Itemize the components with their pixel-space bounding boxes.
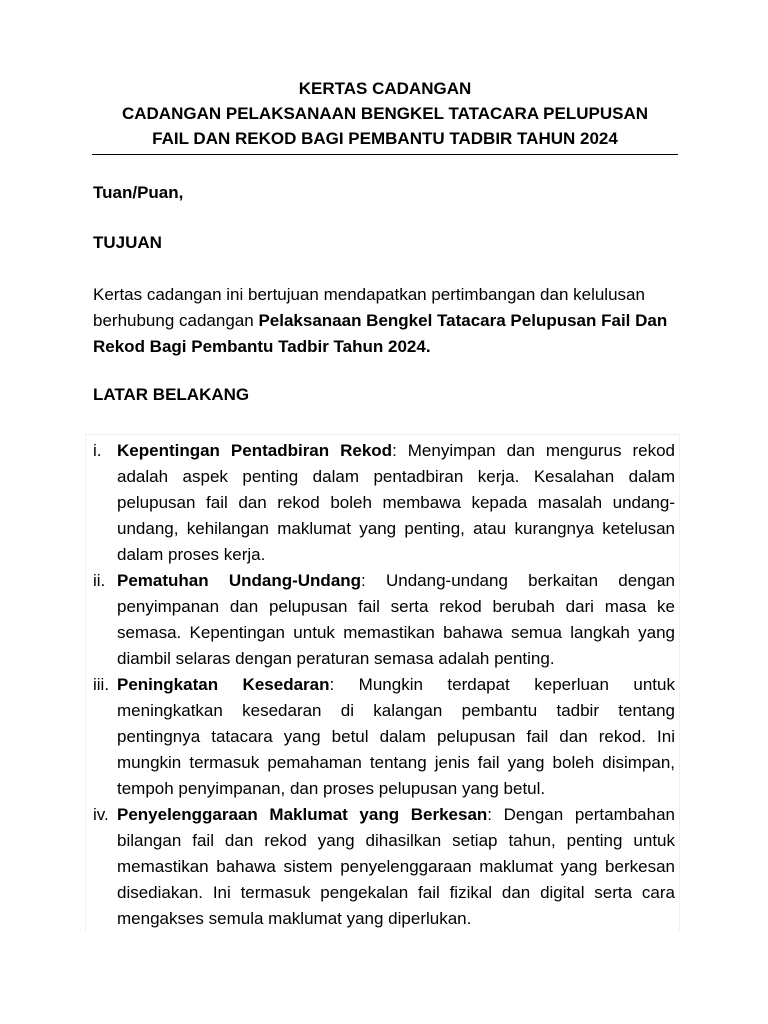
list-item-number: ii. — [93, 571, 106, 590]
section-heading-tujuan: TUJUAN — [93, 233, 162, 252]
list-item-text: : Undang-undang berkaitan dengan penyimpanan dan pelupusan fail serta rekod berubah dari masa ke semasa. Kepentingan untuk memastikan bahawa semua langkah yang diambil selaras dengan peraturan semasa adalah penting. — [117, 571, 675, 668]
list-item-body — [117, 672, 675, 802]
list-item-text: : Mungkin terdapat keperluan untuk meningkatkan kesedaran di kalangan pembantu tadbir tentang pentingnya tatacara yang betul dalam pelupusan fail dan rekod. Ini mungkin termasuk pemahaman tentang jenis fail yang boleh disimpan, tempoh penyimpanan, dan proses pelupusan yang betul. — [117, 675, 675, 798]
section-heading-latar-belakang: LATAR BELAKANG — [93, 385, 250, 404]
title-divider — [92, 154, 678, 155]
title-line-2: CADANGAN PELAKSANAAN BENGKEL TATACARA PELUPUSAN — [121, 104, 649, 123]
purpose-paragraph — [93, 282, 678, 360]
list-item-term: Peningkatan Kesedaran — [117, 675, 330, 694]
list-item-term: Kepentingan Pentadbiran Rekod — [117, 441, 393, 460]
list-item-body — [117, 802, 675, 932]
list-item-number: iii. — [93, 675, 110, 694]
list-item-number: i. — [93, 441, 102, 460]
purpose-bold-text: Pelaksanaan Bengkel Tatacara Pelupusan Fail Dan Rekod Bagi Pembantu Tadbir Tahun 2024. — [93, 311, 668, 356]
list-item-term: Pematuhan Undang-Undang — [117, 571, 362, 590]
list-item-text: : Dengan pertambahan bilangan fail dan rekod yang dihasilkan setiap tahun, penting untuk memastikan bahawa sistem penyelenggaraan maklumat yang berkesan disediakan. Ini termasuk pengekalan fail fizikal dan digital serta cara mengakses semula maklumat yang diperlukan. — [117, 805, 675, 928]
salutation: Tuan/Puan, — [93, 183, 184, 202]
list-item-body — [117, 568, 675, 672]
list-item-body — [117, 438, 675, 568]
title-line-1: KERTAS CADANGAN — [298, 79, 472, 98]
list-item-text: : Menyimpan dan mengurus rekod adalah aspek penting dalam pentadbiran kerja. Kesalahan dalam pelupusan fail dan rekod boleh membawa kepada masalah undang-undang, kehilangan maklumat yang penting, atau kurangnya ketelusan dalam proses kerja. — [117, 441, 675, 564]
background-list — [85, 434, 680, 931]
purpose-text: Kertas cadangan ini bertujuan mendapatkan pertimbangan dan kelulusan berhubung cadangan — [93, 285, 645, 330]
list-item-number: iv. — [93, 805, 109, 824]
list-item-term: Penyelenggaraan Maklumat yang Berkesan — [117, 805, 488, 824]
title-line-3: FAIL DAN REKOD BAGI PEMBANTU TADBIR TAHUN 2024 — [152, 129, 618, 148]
document-title — [92, 76, 678, 151]
